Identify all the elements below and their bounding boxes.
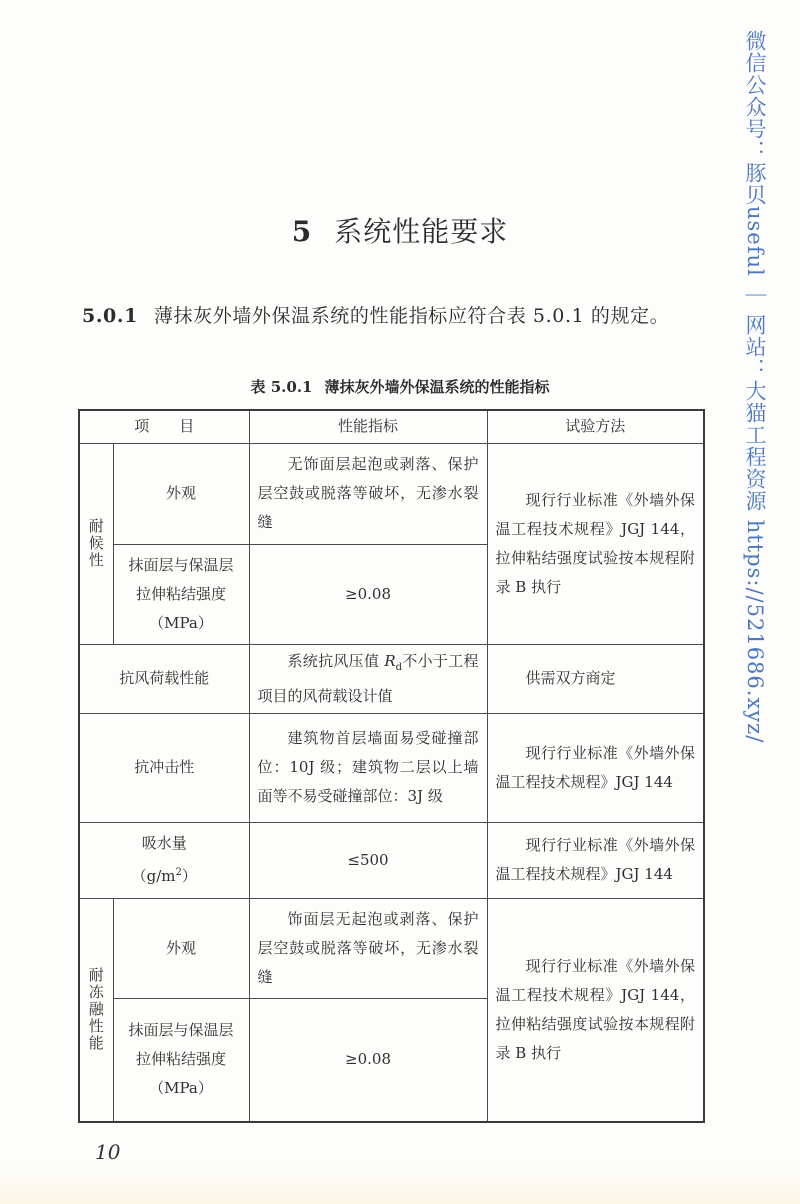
unit-superscript: 2 [175, 867, 182, 878]
table-row [79, 898, 704, 998]
method-cell: 供需双方商定 [487, 644, 704, 713]
watermark-text: 微信公众号：豚贝useful ｜ 网站：大猫工程资源 https://521686.xyz/ [743, 30, 767, 744]
clause-paragraph [82, 298, 707, 334]
label-char: 融 [88, 1000, 104, 1019]
method-cell: 现行行业标准《外墙外保温工程技术规程》JGJ 144 [487, 713, 704, 822]
page-background-fade [0, 1164, 800, 1204]
page-number: 10 [95, 1140, 121, 1164]
label-char: 能 [88, 1034, 104, 1053]
performance-table [78, 409, 705, 1123]
chapter-title [0, 210, 800, 250]
indicator-cell: 饰面层无起泡或剥落、保护层空鼓或脱落等破坏，无渗水裂缝 [249, 898, 487, 998]
group-label-freeze-thaw [79, 898, 113, 1122]
unit-text: ） [181, 867, 197, 885]
item-cell: 抹面层与保温层拉伸粘结强度（MPa） [113, 544, 249, 644]
indicator-cell: ≥0.08 [249, 998, 487, 1122]
indicator-cell: ≤500 [249, 822, 487, 898]
header-item: 项 目 [79, 410, 249, 443]
label-char: 候 [88, 534, 104, 552]
indicator-cell: 建筑物首层墙面易受碰撞部位：10J 级；建筑物二层以上墙面等不易受碰撞部位：3J 级 [249, 713, 487, 822]
item-cell: 抹面层与保温层拉伸粘结强度（MPa） [113, 998, 249, 1122]
indicator-text: 不小于工程项目的风荷载设计值 [257, 651, 479, 705]
table-header-row [79, 410, 704, 443]
indicator-cell: 无饰面层起泡或剥落、保护层空鼓或脱落等破坏，无渗水裂缝 [249, 443, 487, 544]
indicator-subscript: d [395, 661, 403, 673]
group-label-weathering [79, 443, 113, 644]
table-row [79, 644, 704, 713]
indicator-cell [249, 644, 487, 713]
clause-text: 薄抹灰外墙外保温系统的性能指标应符合表 5.0.1 的规定。 [153, 305, 670, 327]
item-text: 吸水量 [141, 834, 187, 852]
label-char: 性 [88, 551, 104, 569]
label-char: 耐 [88, 517, 104, 535]
clause-number: 5.0.1 [82, 305, 138, 327]
table-number: 表 5.0.1 [250, 378, 313, 396]
table-title: 薄抹灰外墙外保温系统的性能指标 [324, 378, 550, 396]
item-cell [79, 822, 249, 898]
method-cell: 现行行业标准《外墙外保温工程技术规程》JGJ 144，拉伸粘结强度试验按本规程附录 B 执行 [487, 898, 704, 1122]
header-method: 试验方法 [487, 410, 704, 443]
item-cell: 外观 [113, 898, 249, 998]
chapter-number: 5 [291, 215, 313, 248]
label-char: 性 [88, 1017, 104, 1036]
unit-text: （g/m [131, 867, 176, 885]
indicator-cell: ≥0.08 [249, 544, 487, 644]
table-caption [0, 376, 800, 397]
table-row [79, 713, 704, 822]
method-cell: 现行行业标准《外墙外保温工程技术规程》JGJ 144 [487, 822, 704, 898]
chapter-title-text: 系统性能要求 [334, 215, 509, 248]
indicator-symbol: R [384, 651, 396, 670]
item-cell: 抗风荷载性能 [79, 644, 249, 713]
label-char: 冻 [88, 983, 104, 1002]
header-indicator: 性能指标 [249, 410, 487, 443]
indicator-text: 系统抗风压值 [287, 651, 385, 670]
item-cell: 抗冲击性 [79, 713, 249, 822]
method-cell: 现行行业标准《外墙外保温工程技术规程》JGJ 144，拉伸粘结强度试验按本规程附录 B 执行 [487, 443, 704, 644]
label-char: 耐 [88, 966, 104, 985]
table-row [79, 443, 704, 544]
item-cell: 外观 [113, 443, 249, 544]
table-row [79, 822, 704, 898]
